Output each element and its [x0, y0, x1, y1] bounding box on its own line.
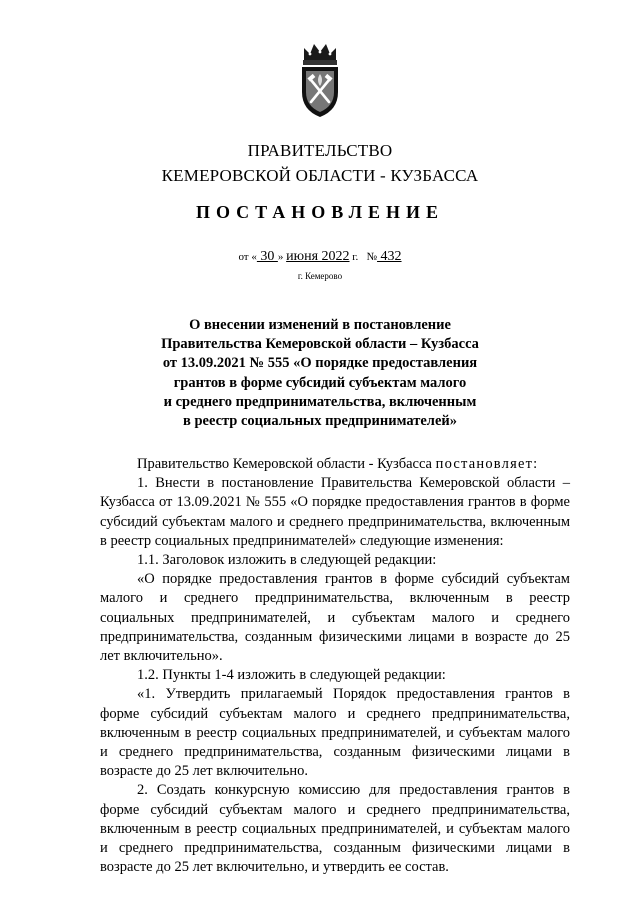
heading-line: грантов в форме субсидий субъектам малого	[173, 374, 467, 391]
government-title-line2: КЕМЕРОВСКОЙ ОБЛАСТИ - КУЗБАССА	[161, 166, 479, 185]
body-paragraph: «О порядке предоставления грантов в форме субсидий субъектам малого и среднего предпринимательства, включенным в реестр социальных предпринимателей, и субъектам малого и среднего предпринимательства, созданным физическими лицами в возрасте до 25 лет включительно».	[100, 571, 570, 665]
body-paragraph: «1. Утвердить прилагаемый Порядок предоставления грантов в форме субсидий субъектам малого и среднего предпринимательства, включенным в реестр социальных предпринимателей, и субъектам малого и среднего предпринимательства, созданным физическими лицами в возрасте до 25 лет включительно.	[100, 686, 570, 780]
number-sign: №	[366, 251, 378, 263]
city-label: г. Кемерово	[297, 271, 343, 281]
kuzbass-coat-of-arms-icon	[296, 40, 344, 120]
heading-line: Правительства Кемеровской области – Кузбасса	[161, 336, 479, 353]
heading-line: в реестр социальных предпринимателей»	[183, 413, 457, 430]
heading-line: от 13.09.2021 № 555 «О порядке предоставления	[162, 355, 478, 372]
intro-verb: постановляет:	[435, 456, 539, 472]
date-month-year: июня 2022	[286, 249, 350, 264]
date-prefix: от «	[238, 251, 257, 263]
decree-body	[100, 455, 570, 877]
body-paragraph: 1. Внести в постановление Правительства Кемеровской области – Кузбасса от 13.09.2021 № 555 «О порядке предоставления грантов в форме субсидий субъектам малого и среднего предпринимательства, включенным в реестр социальных предпринимателей» следующие изменения:	[100, 475, 570, 549]
date-suffix: г.	[349, 251, 359, 263]
date-number-line	[0, 249, 640, 265]
decree-number: 432	[377, 249, 402, 264]
heading-line: и среднего предпринимательства, включенным	[163, 393, 477, 410]
heading-line: О внесении изменений в постановление	[189, 317, 451, 333]
body-paragraph: 1.1. Заголовок изложить в следующей редакции:	[137, 552, 437, 569]
document-type-title: ПОСТАНОВЛЕНИЕ	[195, 202, 445, 222]
body-paragraph: 2. Создать конкурсную комиссию для предоставления грантов в форме субсидий субъектам малого и среднего предпринимательства, включенным в реестр социальных предпринимателей, и субъектам малого и среднего предпринимательства, созданным физическими лицами в возрасте до 25 лет включительно, и утвердить ее состав.	[100, 782, 570, 876]
decree-heading	[100, 316, 540, 431]
date-mid: »	[277, 251, 287, 263]
intro-text: Правительство Кемеровской области - Кузбасса	[137, 456, 436, 472]
intro-paragraph	[100, 455, 570, 474]
body-paragraph: 1.2. Пункты 1-4 изложить в следующей редакции:	[137, 667, 446, 684]
government-title-line1: ПРАВИТЕЛЬСТВО	[247, 141, 393, 160]
date-day: 30	[256, 249, 278, 264]
